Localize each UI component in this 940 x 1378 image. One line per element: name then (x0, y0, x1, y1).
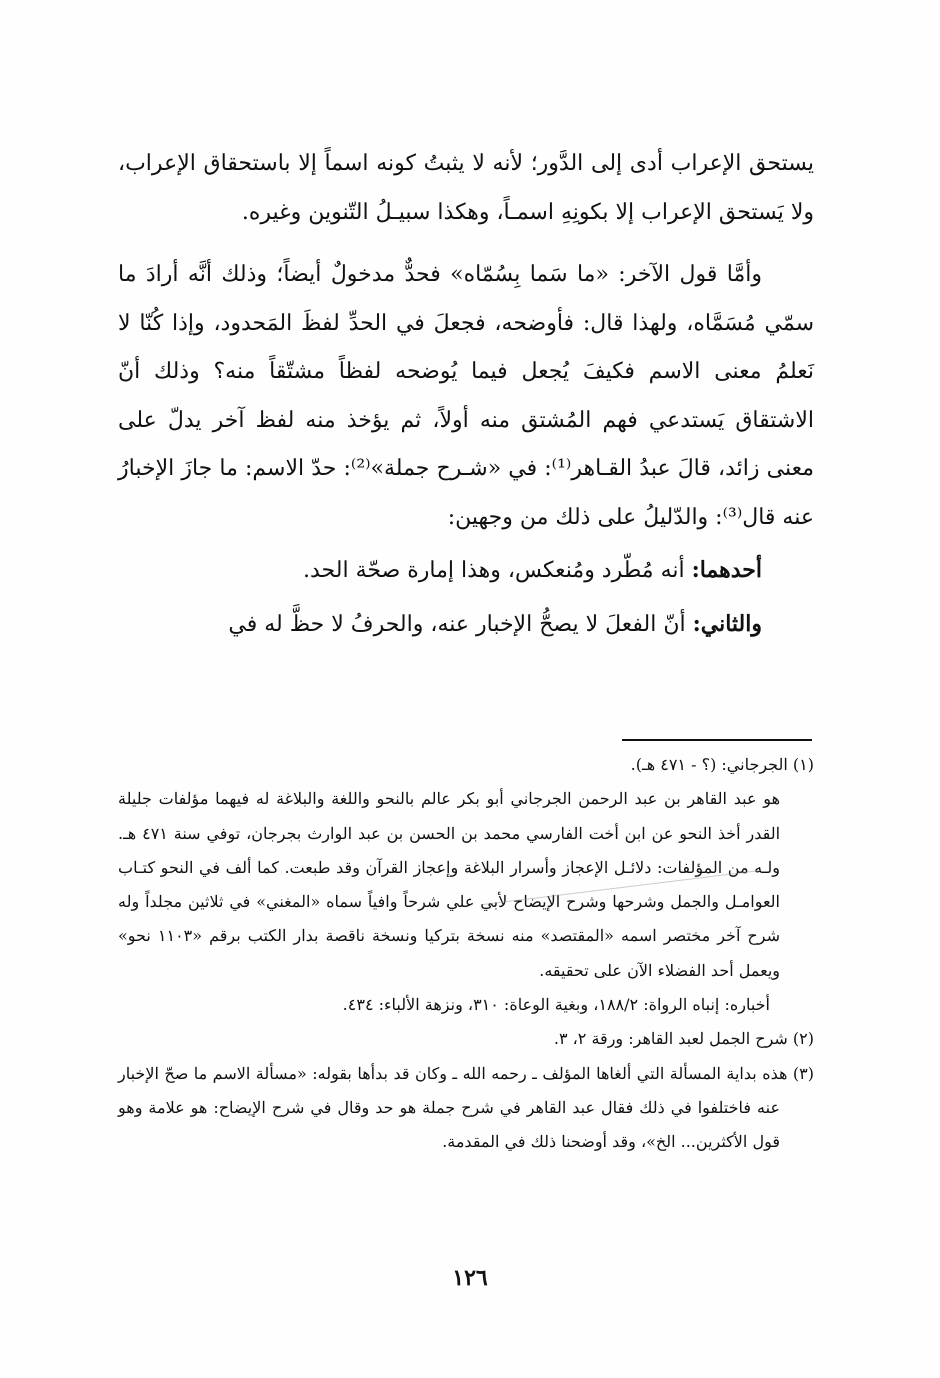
footnote-1-sources: أخباره: إنباه الرواة: ١٨٨/٢، وبغية الوعاة: ٣١٠، ونزهة الألباء: ٤٣٤. (342, 995, 770, 1015)
main-text (118, 140, 814, 649)
first-aspect-text: أنه مُطّرد ومُنعكس، وهذا إمارة صحّة الحد. (303, 558, 692, 583)
footnote-3: (٣) هذه بداية المسألة التي ألغاها المؤلف ـ رحمه الله ـ وكان قد بدأها بقوله: «مسألة الاسم ما صحّ الإخبار عنه فاختلفوا في ذلك فقال عبد القاهر في شرح جملة هو حد وقال في شرح الإيضاح: هو علامة وهو قول الأكثرين... الخ»، وقد أوضحنا ذلك في المقدمة. (118, 1063, 814, 1152)
paragraph-second-aspect (118, 600, 814, 650)
second-aspect-term: والثاني: (692, 610, 762, 637)
first-aspect-term: أحدهما: (691, 557, 762, 583)
page-number: ١٢٦ (452, 1265, 488, 1291)
paragraph-2: وأمَّا قول الآخر: «ما سَما بِسُمّاه» فحدٌّ مدخولٌ أيضاً؛ وذلك أنَّه أرادَ ما سمّي مُسَمَّاه، ولهذا قال: فأوضحه، فجعلَ في الحدِّ لفظَ المَحدود، وإذا كُنّا لا نَعلمُ معنى الاسم فكيفَ يُجعل فيما يُوضحه لفظاً مشتّقاً منه؟ وذلك أنّ الاشتقاق يَستدعي فهم المُشتق منه أولاً، ثم يؤخذ منه لفظ آخر يدلّ على معنى زائد، قالَ عبدُ القـاهر⁽¹⁾: في «شـرح جملة»⁽²⁾: حدّ الاسم: ما جازَ الإخبارُ عنه قال⁽³⁾: والدّليلُ على ذلك من وجهين: (118, 262, 815, 530)
paragraph-first-aspect (118, 546, 814, 596)
paragraph-1: يستحق الإعراب أدى إلى الدَّور؛ لأنه لا يثبتُ كونه اسماً إلا باستحقاق الإعراب، ولا يَستحق الإعراب إلا بكونِهِ اسمـاً، وهكذا سبيـلُ التّنوين وغيره. (118, 151, 814, 225)
footnote-separator (622, 739, 812, 741)
footnote-1-body: هو عبد القاهر بن عبد الرحمن الجرجاني أبو بكر عالم بالنحو واللغة والبلاغة له فيهما مؤلفات جليلة القدر أخذ النحو عن ابن أخت الفارسي محمد بن الحسن بن عبد الوارث بجرجان، توفي سنة ٤٧١ هـ. ولـه من المؤلفات: دلائـل الإعجاز وأسرار البلاغة وإعجاز القرآن وقد طبعت. كما ألف في النحو كتـاب العوامـل والجمل وشرحها وشرح الإيضاح لأبي علي شرحاً وافياً سماه «المغني» في ثلاثين مجلداً وله شرح آخر مختصر اسمه «المقتصد» منه نسخة بتركيا ونسخة ناقصة بدار الكتب برقم «١١٠٣ نحو» ويعمل أحد الفضلاء الآن على تحقيقه. (118, 789, 781, 980)
footnote-1-heading: (١) الجرجاني: (؟ - ٤٧١ هـ). (630, 755, 814, 774)
footnote-2: (٢) شرح الجمل لعبد القاهر: ورقة ٢، ٣. (553, 1029, 814, 1049)
second-aspect-text: أنّ الفعلَ لا يصحُّ الإخبار عنه، والحرفُ لا حظَّ له في (228, 611, 693, 637)
footnotes (118, 748, 814, 1160)
